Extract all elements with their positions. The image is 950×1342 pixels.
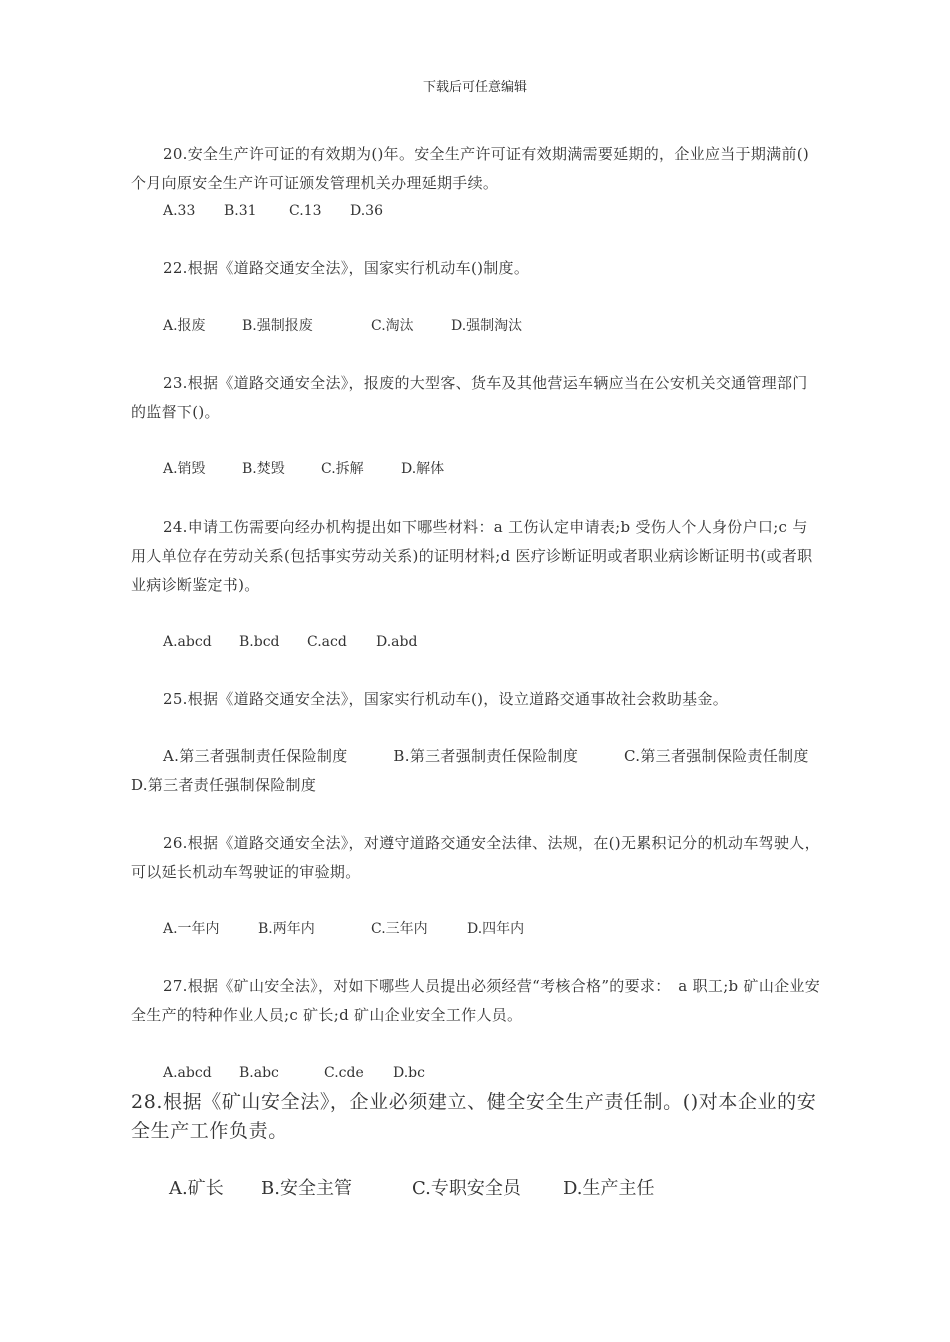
option-d: D.强制淘汰 [451,318,523,334]
option-a: A.矿长 [169,1178,224,1199]
option-d: D.abd [376,634,418,650]
question-25-text: 25.根据《道路交通安全法》，国家实行机动车()，设立道路交通事故社会救助基金。 [163,690,729,708]
question-20-options [163,197,383,226]
option-a: A.abcd [163,1065,212,1081]
question-26 [131,829,821,887]
question-24-options [163,628,417,657]
question-26-text: 26.根据《道路交通安全法》，对遵守道路交通安全法律、法规，在()无累积记分的机动车驾驶人，可以延长机动车驾驶证的审验期。 [131,834,820,881]
option-b: B.abc [239,1065,279,1081]
question-20 [131,140,821,198]
option-a: A.33 [163,203,196,219]
option-d: D.四年内 [467,921,525,937]
page-header: 下载后可任意编辑 [422,80,527,95]
option-b: B.强制报废 [242,318,313,334]
option-b: B.第三者强制责任保险制度 [393,747,579,765]
option-b: B.焚毁 [242,461,285,477]
option-d: D.36 [350,203,383,219]
option-a: A.报废 [163,318,206,334]
question-22-text: 22.根据《道路交通安全法》，国家实行机动车()制度。 [163,259,530,277]
question-25 [131,685,821,714]
option-b: B.两年内 [258,921,315,937]
option-b: B.bcd [239,634,280,650]
question-22 [131,254,821,283]
option-a: A.一年内 [163,921,220,937]
question-20-text: 20.安全生产许可证的有效期为()年。安全生产许可证有效期满需要延期的，企业应当于期满前()个月向原安全生产许可证颁发管理机关办理延期手续。 [131,145,810,192]
option-c: C.第三者强制保险责任制度 [624,747,809,765]
option-c: C.13 [289,203,322,219]
question-23-text: 23.根据《道路交通安全法》，报废的大型客、货车及其他营运车辆应当在公安机关交通管理部门的监督下()。 [131,374,808,421]
option-d: D.第三者责任强制保险制度 [131,776,317,794]
option-c: C.淘汰 [371,318,414,334]
question-24-text: 24.申请工伤需要向经办机构提出如下哪些材料：a 工伤认定申请表;b 受伤人个人身份户口;c 与用人单位存在劳动关系(包括事实劳动关系)的证明材料;d 医疗诊断证明或者职业病诊断证明书(或者职业病诊断鉴定书)。 [131,518,813,594]
question-28 [131,1088,821,1146]
question-23 [131,369,821,427]
question-24 [131,513,821,600]
question-28-text: 28.根据《矿山安全法》，企业必须建立、健全安全生产责任制。()对本企业的安全生产工作负责。 [131,1091,817,1142]
option-d: D.解体 [401,461,445,477]
option-c: C.acd [307,634,347,650]
option-d: D.bc [393,1065,425,1081]
option-d: D.生产主任 [563,1178,655,1199]
option-a: A.销毁 [163,461,206,477]
option-b: B.31 [224,203,257,219]
option-b: B.安全主管 [261,1178,352,1199]
question-26-options [163,915,524,944]
question-23-options [163,455,444,484]
question-22-options [163,312,522,341]
question-27-options [163,1059,425,1088]
option-a: A.第三者强制责任保险制度 [163,747,348,765]
question-28-options [169,1174,655,1203]
option-c: C.专职安全员 [412,1178,521,1199]
question-25-options [131,742,821,800]
option-c: C.三年内 [371,921,428,937]
option-c: C.cde [324,1065,364,1081]
question-27-text: 27.根据《矿山安全法》，对如下哪些人员提出必须经营“考核合格”的要求： a 职工;b 矿山企业安全生产的特种作业人员;c 矿长;d 矿山企业安全工作人员。 [131,977,821,1024]
question-27 [131,972,821,1030]
option-c: C.拆解 [321,461,364,477]
option-a: A.abcd [163,634,212,650]
